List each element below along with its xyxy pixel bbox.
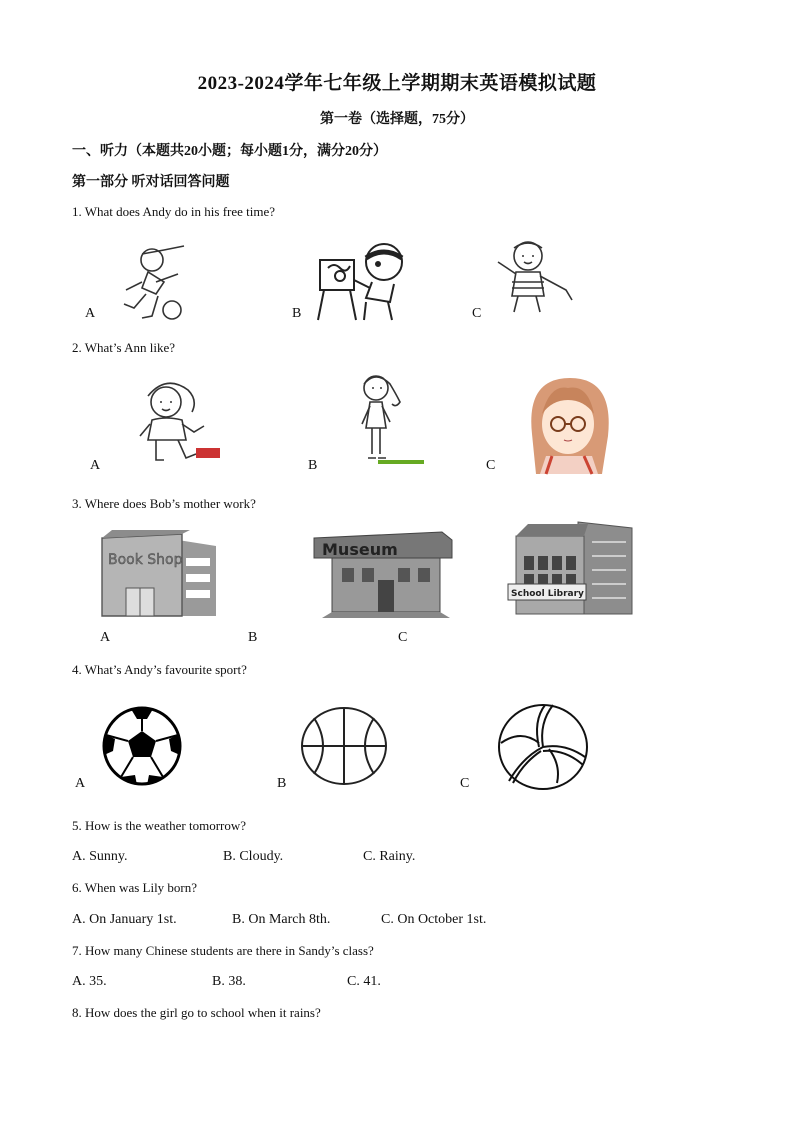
question-3: 3. Where does Bob’s mother work? [72,496,256,511]
soccer-ball-icon [101,705,183,787]
q3-label-c: C [398,630,408,645]
question-1: 1. What does Andy do in his free time? [72,204,276,219]
basketball-icon [300,706,388,786]
q4-label-c: C [460,776,470,791]
book-shop-sign: Book Shop [108,552,183,568]
thin-girl-icon [350,370,430,468]
section-heading: 一、听力（本题共20小题；每小题1分，满分20分） [72,144,387,159]
volume-heading: 第一卷（选择题，75分） [320,112,474,127]
dancing-boy-icon [490,234,580,319]
part-heading: 第一部分 听对话回答问题 [72,175,230,190]
school-library-sign: School Library [511,589,584,599]
q2-label-b: B [308,458,318,473]
q3-label-b: B [248,630,258,645]
q7-option-b[interactable]: B. 38. [212,974,246,989]
q6-option-b[interactable]: B. On March 8th. [232,912,331,927]
chubby-girl-icon [134,374,224,466]
volleyball-icon [497,703,589,791]
q7-option-a[interactable]: A. 35. [72,974,107,989]
question-4: 4. What’s Andy’s favourite sport? [72,662,247,677]
q2-label-a: A [90,458,101,473]
question-6: 6. When was Lily born? [72,880,198,895]
q1-label-a: A [85,306,96,321]
question-5: 5. How is the weather tomorrow? [72,818,247,833]
museum-sign: Museum [322,540,398,559]
q1-label-b: B [292,306,302,321]
q2-label-c: C [486,458,496,473]
q6-option-a[interactable]: A. On January 1st. [72,912,177,927]
girl-with-glasses-icon [522,374,614,474]
q5-option-b[interactable]: B. Cloudy. [223,849,284,864]
football-player-icon [112,238,212,323]
q5-option-c[interactable]: C. Rainy. [363,849,416,864]
q6-option-c[interactable]: C. On October 1st. [381,912,487,927]
question-2: 2. What’s Ann like? [72,340,176,355]
q4-label-a: A [75,776,86,791]
q5-option-a[interactable]: A. Sunny. [72,849,128,864]
q7-option-c[interactable]: C. 41. [347,974,381,989]
question-7: 7. How many Chinese students are there in Sandy’s class? [72,943,374,958]
q1-label-c: C [472,306,482,321]
question-8: 8. How does the girl go to school when it rains? [72,1005,321,1020]
painting-boy-icon [314,238,414,323]
page-title: 2023-2024学年七年级上学期期末英语模拟试题 [197,73,597,94]
q4-label-b: B [277,776,287,791]
q3-label-a: A [100,630,111,645]
